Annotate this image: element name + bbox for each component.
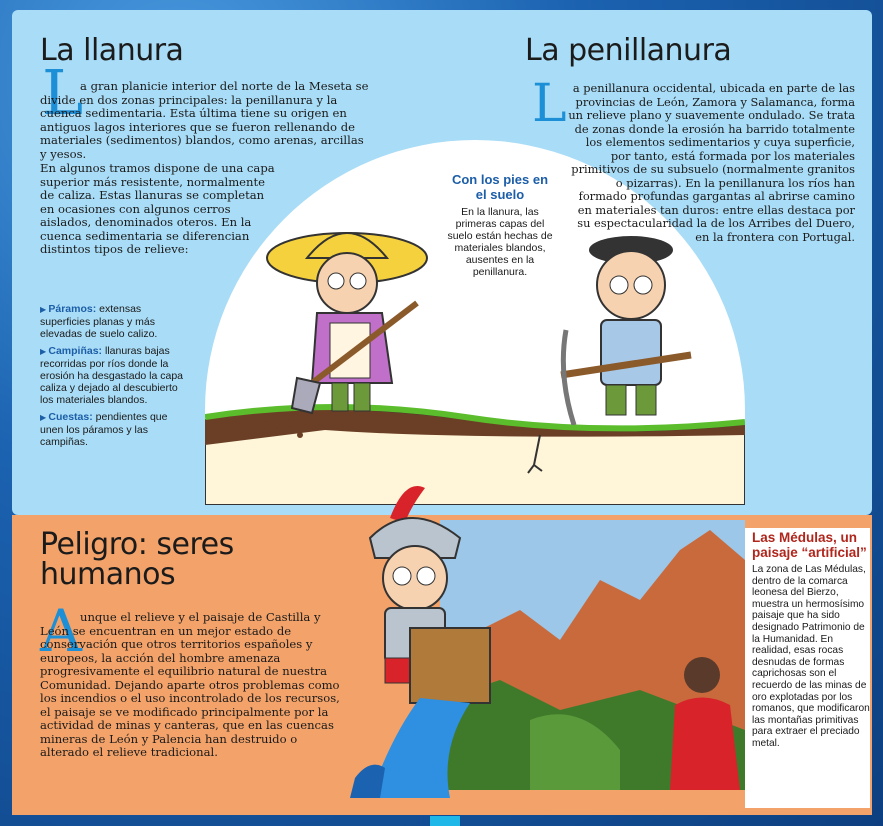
llanura-title: La llanura [40, 33, 184, 68]
llanura-paragraph-2: En algunos tramos dispone de una capa superior más resistente, normalmente de caliza. Estas llanuras se completan en ocasiones con algunos cerros aislados, denominados oteros. En la cuenca sedimentaria se diferencian distintos tipos de relieve: [40, 161, 275, 256]
llanura-paragraph-1: a gran planicie interior del norte de la Meseta se divide en dos zonas principales: la penillanura y la cuenca sedimentaria. Esta última tiene su origen en antiguos lagos interiores que se fueron rellenando de materiales (sedimentos) blandos, como arenas, arcillas y yesos. [40, 79, 369, 161]
peligro-drop-cap: A [40, 597, 82, 665]
callout-text: En la llanura, las primeras capas del suelo están hechas de materiales blandos, ausentes en la penillanura. [447, 206, 553, 278]
farmer-woman-illustration [262, 213, 437, 423]
list-item: ▶ Páramos: extensas superficies planas y más elevadas de suelo calizo. [40, 303, 158, 340]
peligro-title: Peligro: seres humanos [40, 527, 234, 592]
roman-soldier-illustration [350, 478, 500, 808]
las-medulas-title: Las Médulas, un paisaje “artificial” [752, 530, 867, 560]
penillanura-title: La penillanura [525, 33, 732, 68]
farmer-man-illustration [556, 225, 696, 425]
callout-title: Con los pies en el suelo [451, 172, 549, 202]
peligro-paragraph: unque el relieve y el paisaje de Castilla y León se encuentran en un mejor estado de conservación que otros territorios españoles y europeos, la acción del hombre amenaza progresivamente el equilibrio natural de nuestra Comunidad. Dejando aparte otros problemas como los incendios o el uso incontrolado de los recursos, el paisaje se ve modificado principalmente por la actividad de minas y canteras, que en las cuencas mineras de León y Palencia han destruido o alterado el relieve tradicional. [40, 610, 340, 759]
llanura-drop-cap: L [42, 56, 84, 129]
relieve-types-list [40, 303, 185, 453]
callout-box [445, 172, 555, 278]
las-medulas-text: La zona de Las Médulas, dentro de la comarca leonesa del Bierzo, muestra un hermosísimo paisaje que ha sido designado Patrimonio de la Humanidad. En realidad, esas rocas desnudas de formas caprichosas son el recuerdo de las minas de oro explotadas por los romanos, que modificaron las montañas primitivas para extraer el preciado metal. [752, 564, 870, 749]
penillanura-drop-cap: L [532, 74, 567, 134]
penillanura-paragraph: a penillanura occidental, ubicada en parte de las provincias de León, Zamora y Salamanca, forma un relieve plano y suavemente ondulado. Se trata de zonas donde la erosión ha barrido totalmente los elementos sedimentarios y cuya superficie, por tanto, está formada por los materiales primitivos de su subsuelo (normalmente granitos o pizarras). En la penillanura los ríos han formado profundas gargantas al abrirse camino en materiales tan duros: entre ellas destaca por su espectacularidad la de los Arribes del Duero, en la frontera con Portugal. [568, 81, 855, 244]
las-medulas-sidebar [752, 530, 870, 750]
decorative-stripe [430, 816, 460, 826]
list-item: ▶ Cuestas: pendientes que unen los páramos y las campiñas. [40, 411, 168, 448]
list-item: ▶ Campiñas: llanuras bajas recorridas por ríos donde la erosión ha desgastado la capa caliza y dejado al descubierto los materiales blandos. [40, 345, 184, 406]
